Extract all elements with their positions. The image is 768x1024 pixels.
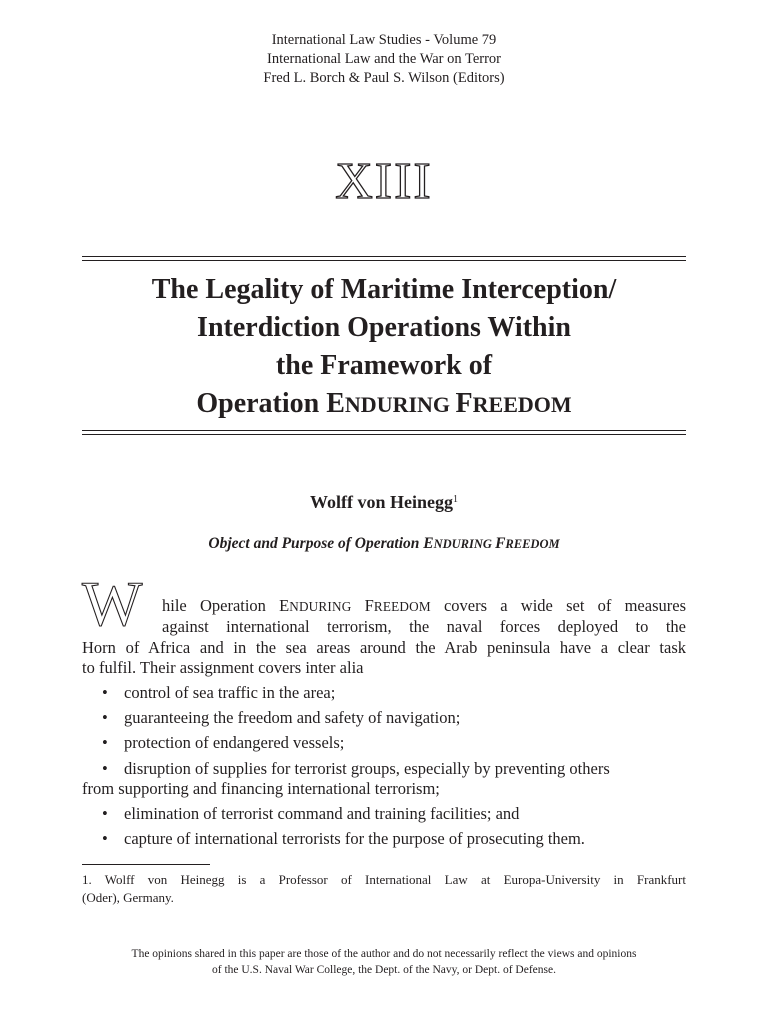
footnote-line-1: 1. Wolff von Heinegg is a Professor of International Law at Europa-University in Frankfurt xyxy=(82,872,686,887)
drop-cap: W xyxy=(82,568,143,639)
disclaimer-line-2: of the U.S. Naval War College, the Dept. of the Navy, or Dept. of Defense. xyxy=(212,964,556,976)
title-rule-top xyxy=(82,256,686,261)
list-item: • disruption of supplies for terrorist groups, especially by preventing others xyxy=(102,759,610,778)
title-line-4: Operation ENDURING FREEDOM xyxy=(196,388,572,419)
list-item-continuation: from supporting and financing international terrorism; xyxy=(82,779,440,798)
title-line-3: the Framework of xyxy=(275,350,493,381)
footnote-ref: 1 xyxy=(453,494,458,505)
title-line-1: The Legality of Maritime Interception/ xyxy=(151,274,617,305)
body-line-1: hile Operation ENDURING FREEDOM covers a wide set of measures xyxy=(162,596,686,615)
editors-line: Fred L. Borch & Paul S. Wilson (Editors) xyxy=(263,70,505,86)
list-item: • protection of endangered vessels; xyxy=(102,733,345,752)
title-rule-bottom xyxy=(82,430,686,435)
list-item: • guaranteeing the freedom and safety of navigation; xyxy=(102,708,461,727)
disclaimer-line-1: The opinions shared in this paper are those of the author and do not necessarily reflect the views and opinions xyxy=(131,948,637,960)
chapter-title xyxy=(82,271,686,424)
footnote-separator xyxy=(82,864,210,865)
list-item: • capture of international terrorists for the purpose of prosecuting them. xyxy=(102,829,585,848)
author-name: Wolff von Heinegg$^1$ xyxy=(310,492,458,512)
list-item: • elimination of terrorist command and training facilities; and xyxy=(102,804,520,823)
publication-header xyxy=(0,31,768,88)
chapter-number: XIII xyxy=(335,153,433,210)
body-line-2: against international terrorism, the naval forces deployed to the xyxy=(162,617,686,636)
section-heading: Object and Purpose of Operation ENDURING FREEDOM xyxy=(208,535,560,552)
footnote-line-2: (Oder), Germany. xyxy=(82,890,174,905)
book-title-line: International Law and the War on Terror xyxy=(266,51,502,67)
title-line-2: Interdiction Operations Within xyxy=(197,312,571,343)
list-item: • control of sea traffic in the area; xyxy=(102,683,336,702)
series-volume-line: International Law Studies - Volume 79 xyxy=(271,32,497,48)
body-line-3: Horn of Africa and in the sea areas around the Arab peninsula have a clear task xyxy=(82,638,686,657)
body-line-4: to fulfil. Their assignment covers inter alia xyxy=(82,658,364,677)
